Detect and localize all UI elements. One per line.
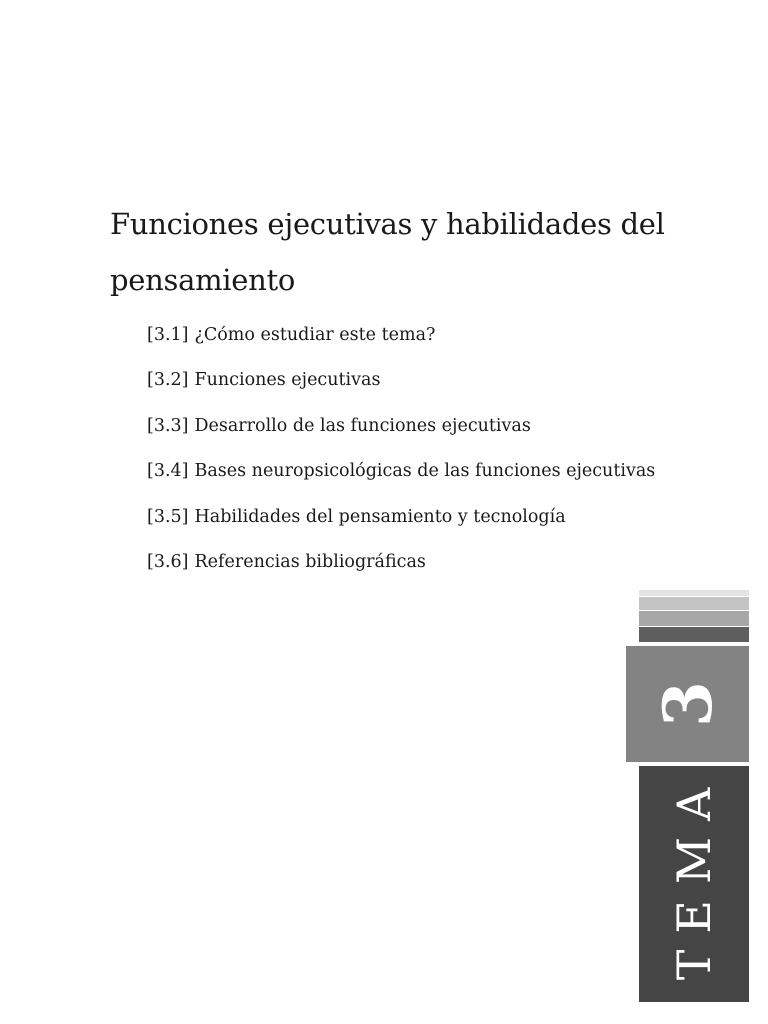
toc-item-number: [3.6] [147,551,189,572]
toc-item-3-5[interactable] [147,506,655,528]
toc-item-number: [3.4] [147,461,189,482]
tab-stripe-light [639,597,749,610]
table-of-contents [147,324,655,596]
toc-item-label: Funciones ejecutivas [194,370,381,391]
toc-item-3-6[interactable] [147,551,655,573]
chapter-label-box [639,766,749,1002]
toc-item-label: Habilidades del pensamiento y tecnología [194,506,566,527]
toc-item-number: [3.2] [147,370,189,391]
toc-item-number: [3.1] [147,325,189,345]
toc-item-3-3[interactable] [147,415,655,437]
toc-item-number: [3.3] [147,415,189,436]
toc-item-3-1[interactable] [147,324,655,346]
tab-stripe-dark [639,627,749,642]
toc-item-label: ¿Cómo estudiar este tema? [194,325,436,345]
toc-item-3-4[interactable] [147,460,655,482]
tab-stripe-lightest [639,590,749,596]
chapter-label: TEMA [667,771,721,981]
toc-item-number: [3.5] [147,506,189,527]
page-title: Funciones ejecutivas y habilidades del pensamiento [110,207,665,297]
toc-item-3-2[interactable] [147,369,655,391]
toc-item-label: Referencias bibliográficas [194,551,426,572]
tab-stripe-medium [639,611,749,626]
chapter-number: 3 [648,681,727,727]
toc-item-label: Bases neuropsicológicas de las funciones ejecutivas [194,461,656,482]
chapter-number-box [626,646,749,762]
toc-item-label: Desarrollo de las funciones ejecutivas [194,415,531,436]
